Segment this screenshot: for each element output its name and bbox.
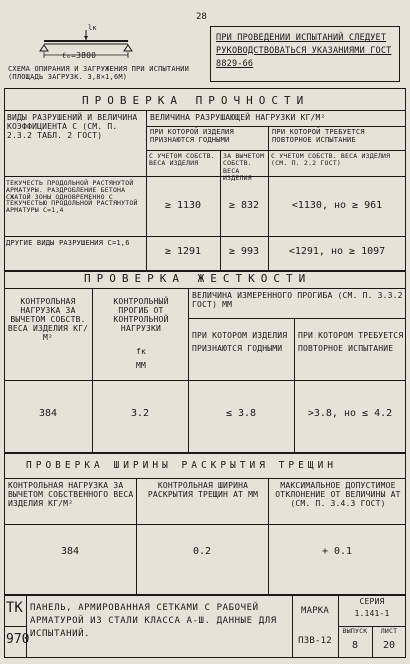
- crack-value-width: 0.2: [192, 546, 212, 557]
- stiffness-col-measured: ВЕЛИЧИНА ИЗМЕРЕННОГО ПРОГИБА (СМ. П. 3.3.2 ГОСТ) ММ: [192, 291, 403, 309]
- page-number: 28: [196, 12, 207, 22]
- load-scheme-span: ℓₒ=3800: [62, 51, 97, 60]
- gost-note: ПРИ ПРОВЕДЕНИИ ИСПЫТАНИЙ СЛЕДУЕТ РУКОВОДСТВОВАТЬСЯ УКАЗАНИЯМИ ГОСТ 8829-66: [216, 33, 392, 69]
- footer-code-bottom: 970: [6, 632, 30, 647]
- strength-row2-without-weight: ≥ 993: [228, 246, 260, 257]
- crack-value-load: 384: [60, 546, 80, 557]
- stiffness-value-accepted: ≤ 3.8: [225, 408, 257, 419]
- stiffness-col-control-deflection: КОНТРОЛЬНЫЙ ПРОГИБ ОТ КОНТРОЛЬНОЙ НАГРУЗКИ: [113, 297, 169, 333]
- crack-col-crack-width: КОНТРОЛЬНАЯ ШИРИНА РАСКРЫТИЯ ТРЕЩИН АТ ММ: [147, 481, 259, 499]
- footer-series-label: СЕРИЯ: [359, 597, 385, 606]
- stiffness-sub-accepted: ПРИ КОТОРОМ ИЗДЕЛИЯ ПРИЗНАЮТСЯ ГОДНЫМИ: [192, 331, 288, 353]
- strength-row2-label: ДРУГИЕ ВИДЫ РАЗРУШЕНИЯ С=1,6: [6, 239, 130, 247]
- load-scheme-load-label: lк: [88, 24, 97, 32]
- stiffness-col-unit: ММ: [135, 361, 147, 370]
- main-frame: [4, 88, 406, 658]
- strength-row1-retest: <1130, но ≥ 961: [291, 200, 383, 211]
- footer-mark-value: ПЗВ-12: [298, 636, 332, 646]
- strength-sub-without-weight: ЗА ВЫЧЕТОМ СОБСТВ. ВЕСА ИЗДЕЛИЯ: [223, 152, 265, 182]
- strength-col-destruction: ВИДЫ РАЗРУШЕНИЙ И ВЕЛИЧИНА КОЭФФИЦИЕНТА С (СМ. П. 2.3.2 ТАБЛ. 2 ГОСТ): [7, 113, 138, 140]
- footer-description: ПАНЕЛЬ, АРМИРОВАННАЯ СЕТКАМИ С РАБОЧЕЙ АРМАТУРОЙ ИЗ СТАЛИ КЛАССА А-Ш. ДАННЫЕ ДЛЯ ИСПЫТАНИЙ.: [30, 603, 277, 640]
- strength-sub-with-weight: С УЧЕТОМ СОБСТВ. ВЕСА ИЗДЕЛИЯ: [149, 152, 215, 168]
- crack-title: ПРОВЕРКА ШИРИНЫ РАСКРЫТИЯ ТРЕЩИН: [26, 460, 338, 471]
- strength-sub-retest-with-weight: С УЧЕТОМ СОБСТВ. ВЕСА ИЗДЕЛИЯ (СМ. П. 2.2 ГОСТ): [271, 152, 391, 168]
- stiffness-value-retest: >3.8, но ≤ 4.2: [307, 408, 393, 419]
- footer-issue-value: 8: [351, 640, 359, 651]
- footer-sheet-value: 20: [382, 640, 396, 651]
- stiffness-title: ПРОВЕРКА ЖЕСТКОСТИ: [84, 272, 312, 285]
- footer-mark-label: МАРКА: [300, 606, 330, 616]
- strength-col-load: ВЕЛИЧИНА РАЗРУШАЮЩЕЙ НАГРУЗКИ КГ/М²: [150, 113, 326, 122]
- strength-row1-label: ТЕКУЧЕСТЬ ПРОДОЛЬНОЙ РАСТЯНУТОЙ АРМАТУРЫ. РАЗДРОБЛЕНИЕ БЕТОНА СЖАТОЙ ЗОНЫ ОДНОВРЕМЕННО С ТЕКУЧЕСТЬЮ ПРОДОЛЬНОЙ РАСТЯНУТОЙ АРМАТУРЫ С=1,4: [6, 179, 138, 215]
- strength-title: ПРОВЕРКА ПРОЧНОСТИ: [82, 94, 310, 107]
- stiffness-col-control-load: КОНТРОЛЬНАЯ НАГРУЗКА ЗА ВЫЧЕТОМ СОБСТВ. ВЕСА ИЗДЕЛИЯ КГ/М²: [7, 297, 89, 342]
- strength-row2-retest: <1291, но ≥ 1097: [288, 246, 386, 257]
- crack-col-control-load: КОНТРОЛЬНАЯ НАГРУЗКА ЗА ВЫЧЕТОМ СОБСТВЕННОГО ВЕСА ИЗДЕЛИЯ КГ/М²: [8, 481, 134, 508]
- strength-row1-without-weight: ≥ 832: [228, 200, 260, 211]
- stiffness-value-deflection: 3.2: [130, 408, 150, 419]
- stiffness-sub-retest: ПРИ КОТОРОМ ТРЕБУЕТСЯ ПОВТОРНОЕ ИСПЫТАНИЕ: [298, 331, 404, 353]
- load-scheme-caption: СХЕМА ОПИРАНИЯ И ЗАГРУЖЕНИЯ ПРИ ИСПЫТАНИИ (ПЛОЩАДЬ ЗАГРУЗК. 3,8×1,6М): [8, 65, 189, 81]
- strength-row1-with-weight: ≥ 1130: [164, 200, 202, 211]
- footer-issue-label: ВЫПУСК: [342, 627, 368, 635]
- footer-sheet-label: ЛИСТ: [380, 627, 398, 635]
- strength-sub-accepted: ПРИ КОТОРОЙ ИЗДЕЛИЯ ПРИЗНАЮТСЯ ГОДНЫМИ: [150, 128, 234, 144]
- stiffness-col-fk: fк: [135, 347, 147, 356]
- strength-sub-retest: ПРИ КОТОРОЙ ТРЕБУЕТСЯ ПОВТОРНОЕ ИСПЫТАНИЕ: [272, 128, 365, 144]
- footer-code-top: ТК: [6, 600, 23, 616]
- crack-col-max-deviation: МАКСИМАЛЬНОЕ ДОПУСТИМОЕ ОТКЛОНЕНИЕ ОТ ВЕЛИЧИНЫ АТ (СМ. П. 3.4.3 ГОСТ): [275, 481, 401, 508]
- crack-value-deviation: + 0.1: [321, 546, 353, 557]
- stiffness-value-load: 384: [38, 408, 58, 419]
- footer-series-value: 1.141-1: [354, 609, 390, 618]
- strength-row2-with-weight: ≥ 1291: [164, 246, 202, 257]
